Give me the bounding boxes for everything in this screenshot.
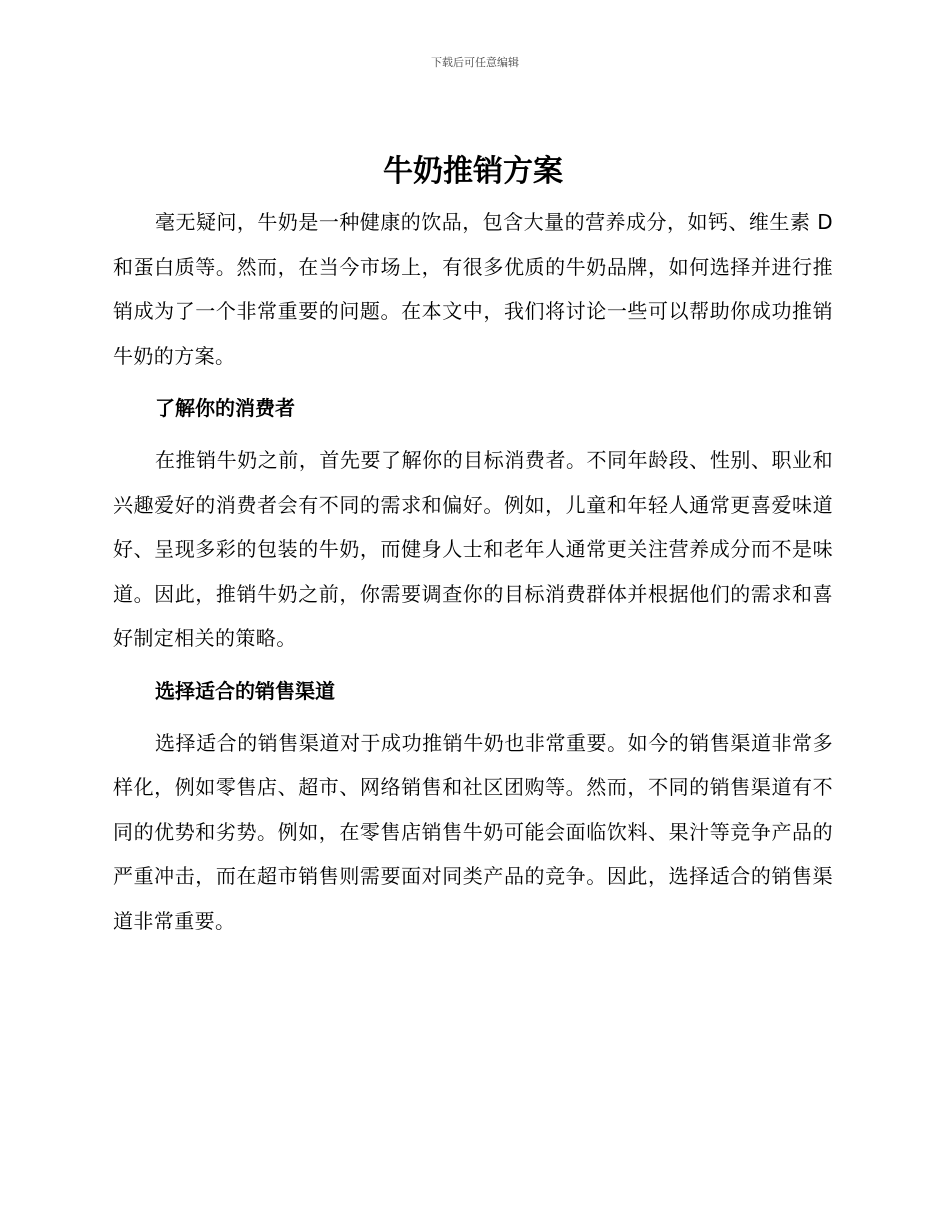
section-paragraph-channels: 选择适合的销售渠道对于成功推销牛奶也非常重要。如今的销售渠道非常多样化，例如零售店、超市、网络销售和社区团购等。然而，不同的销售渠道有不同的优势和劣势。例如，在零售店销售牛奶可能会面临饮料、果汁等竞争产品的严重冲击，而在超市销售则需要面对同类产品的竞争。因此，选择适合的销售渠道非常重要。 — [113, 730, 833, 933]
document-content — [113, 150, 833, 943]
header-note: 下载后可任意编辑 — [431, 56, 519, 69]
section-heading-consumers: 了解你的消费者 — [155, 396, 295, 420]
section-paragraph-consumers: 在推销牛奶之前，首先要了解你的目标消费者。不同年龄段、性别、职业和兴趣爱好的消费者会有不同的需求和偏好。例如，儿童和年轻人通常更喜爱味道好、呈现多彩的包装的牛奶，而健身人士和老年人通常更关注营养成分而不是味道。因此，推销牛奶之前，你需要调查你的目标消费群体并根据他们的需求和喜好制定相关的策略。 — [113, 448, 833, 650]
intro-paragraph: 毫无疑问，牛奶是一种健康的饮品，包含大量的营养成分，如钙、维生素 D 和蛋白质等。然而，在当今市场上，有很多优质的牛奶品牌，如何选择并进行推销成为了一个非常重要的问题。在本文中，我们将讨论一些可以帮助你成功推销牛奶的方案。 — [113, 210, 833, 368]
document-title: 牛奶推销方案 — [383, 154, 563, 189]
section-heading-channels: 选择适合的销售渠道 — [155, 678, 335, 703]
